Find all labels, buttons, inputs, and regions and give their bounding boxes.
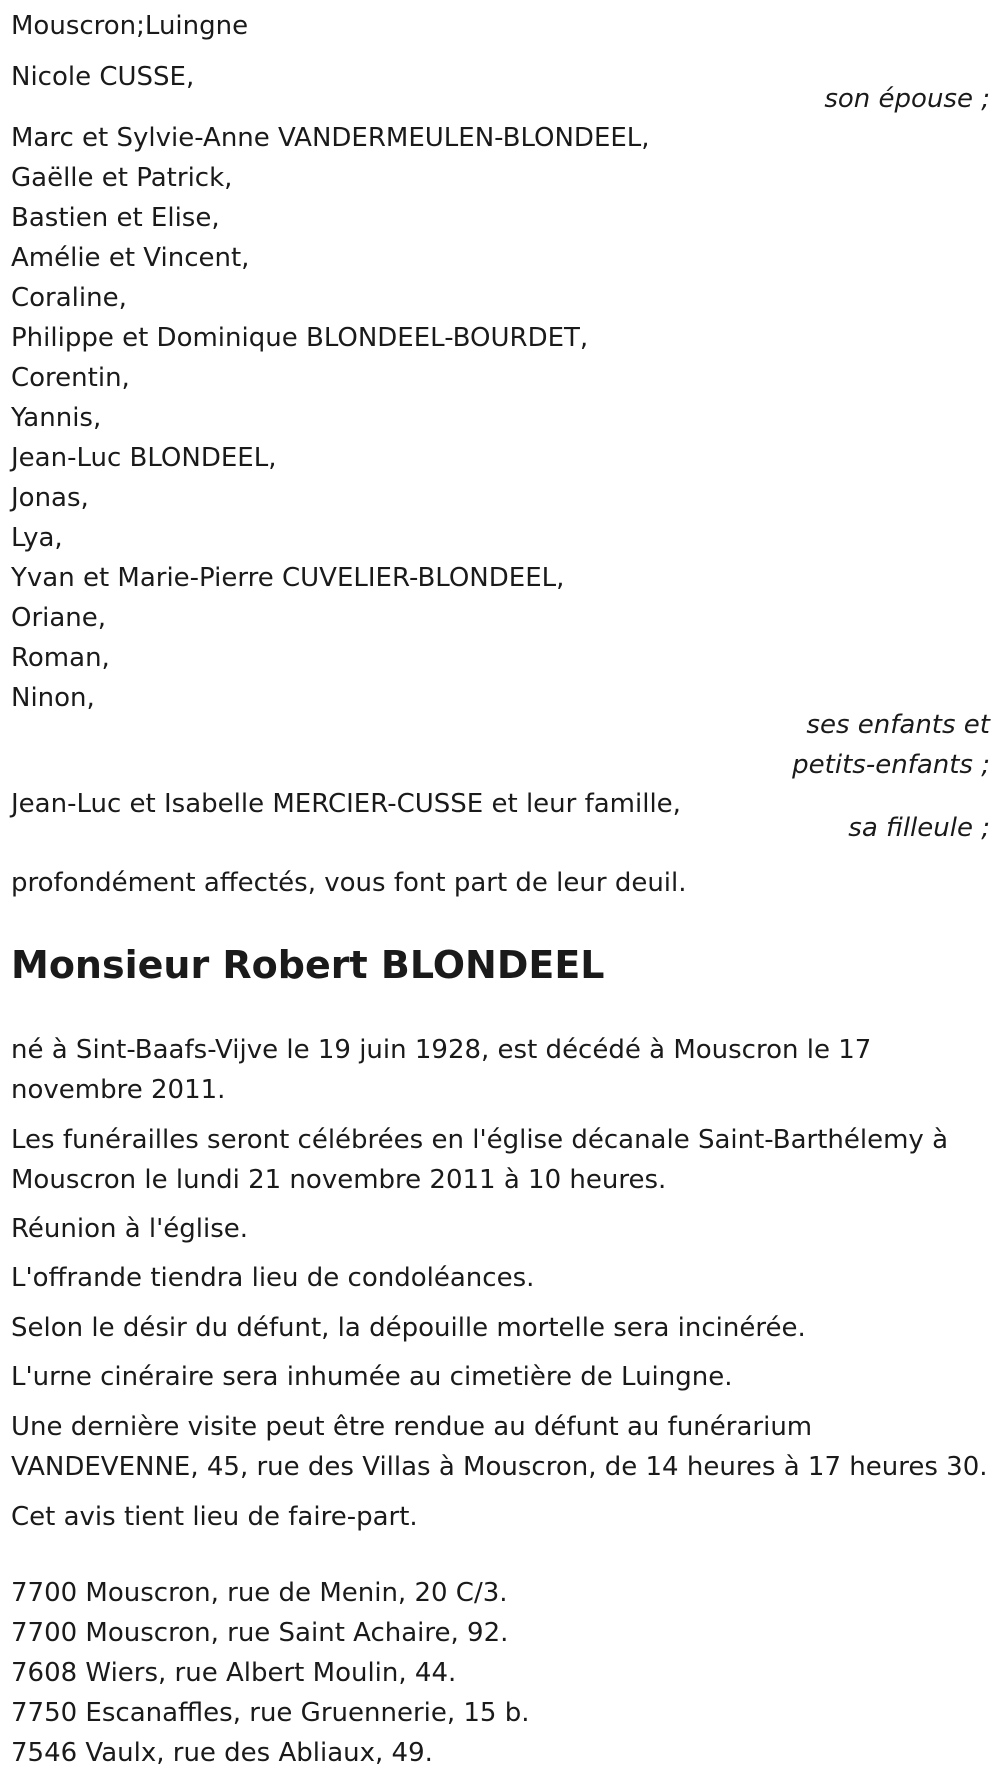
funeral-line1: Les funérailles seront célébrées en l'église décanale Saint-Barthélemy à [11,1125,949,1155]
location-header: Mouscron;Luingne [11,11,249,41]
goddaughter-role: sa filleule ; [848,813,990,843]
birth-death-line1: né à Sint-Baafs-Vijve le 19 juin 1928, est décédé à Mouscron le 17 [11,1035,872,1065]
list-item: Amélie et Vincent, [11,243,250,273]
list-item: Yannis, [11,403,102,433]
closing-statement: profondément affectés, vous font part de leur deuil. [11,868,687,898]
offering-line: L'offrande tiendra lieu de condoléances. [11,1263,535,1293]
list-item: Coraline, [11,283,127,313]
visit-line2: VANDEVENNE, 45, rue des Villas à Mouscron, de 14 heures à 17 heures 30. [11,1452,988,1482]
address-item: 7750 Escanaffles, rue Gruennerie, 15 b. [11,1698,530,1728]
list-item: Jean-Luc BLONDEEL, [11,443,277,473]
goddaughter-name: Jean-Luc et Isabelle MERCIER-CUSSE et leur famille, [11,789,681,819]
urn-line: L'urne cinéraire sera inhumée au cimetière de Luingne. [11,1362,733,1392]
birth-death-line2: novembre 2011. [11,1075,226,1105]
meeting-line: Réunion à l'église. [11,1214,249,1244]
spouse-role: son épouse ; [824,84,990,114]
children-role-line2: petits-enfants ; [792,750,990,780]
list-item: Roman, [11,643,110,673]
spouse-name: Nicole CUSSE, [11,62,195,92]
list-item: Bastien et Elise, [11,203,220,233]
address-item: 7608 Wiers, rue Albert Moulin, 44. [11,1658,457,1688]
address-item: 7700 Mouscron, rue Saint Achaire, 92. [11,1618,509,1648]
list-item: Oriane, [11,603,107,633]
deceased-name: Monsieur Robert BLONDEEL [11,943,605,987]
list-item: Gaëlle et Patrick, [11,163,233,193]
visit-line1: Une dernière visite peut être rendue au défunt au funérarium [11,1412,813,1442]
list-item: Corentin, [11,363,130,393]
cremation-line: Selon le désir du défunt, la dépouille mortelle sera incinérée. [11,1313,806,1343]
list-item: Philippe et Dominique BLONDEEL-BOURDET, [11,323,589,353]
list-item: Jonas, [11,483,89,513]
list-item: Marc et Sylvie-Anne VANDERMEULEN-BLONDEEL, [11,123,650,153]
list-item: Yvan et Marie-Pierre CUVELIER-BLONDEEL, [11,563,565,593]
funeral-line2: Mouscron le lundi 21 novembre 2011 à 10 heures. [11,1165,667,1195]
list-item: Lya, [11,523,63,553]
address-item: 7700 Mouscron, rue de Menin, 20 C/3. [11,1578,508,1608]
children-role-line1: ses enfants et [806,710,990,740]
list-item: Ninon, [11,683,95,713]
notice-line: Cet avis tient lieu de faire-part. [11,1502,418,1532]
address-item: 7546 Vaulx, rue des Abliaux, 49. [11,1738,433,1768]
